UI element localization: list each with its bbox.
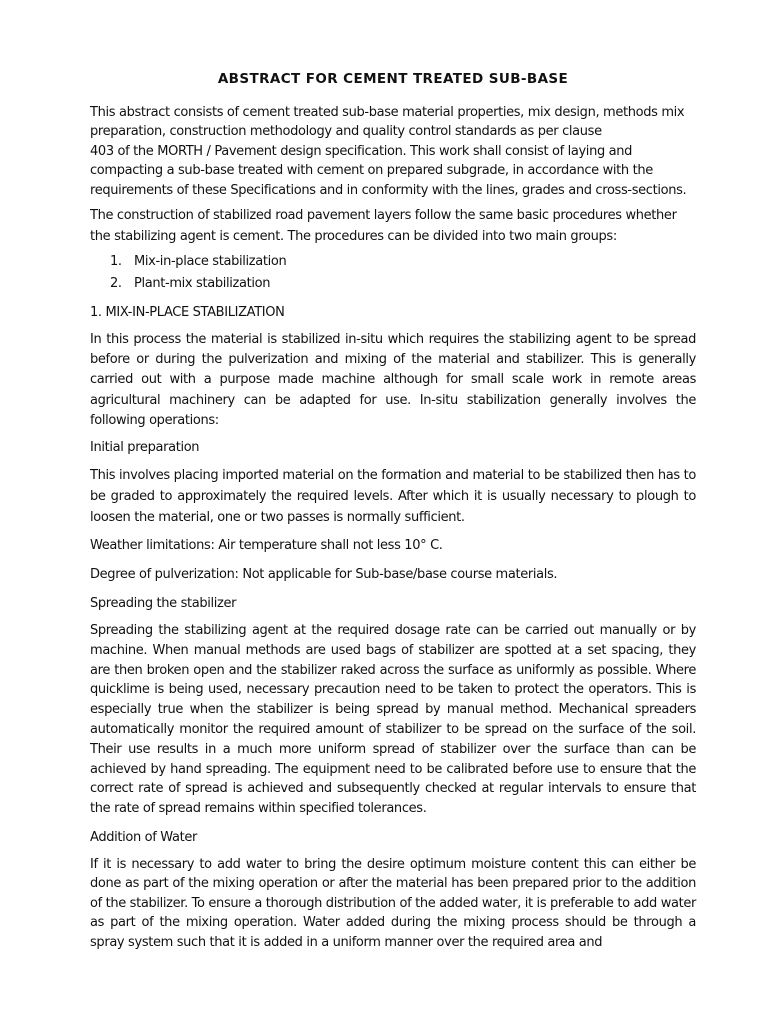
degree-of-pulverization: Degree of pulverization: Not applicable for Sub-base/base course materials. — [90, 567, 558, 582]
process-paragraph: In this process the material is stabilized in-situ which requires the stabilizing agent to be spread before or during the pulverization and mixing of the material and stabilizer. This is generally carried out with a purpose made machine although for small scale work in remote areas agricultural machinery can be adapted for use. In-situ stabilization generally involves the following operations: — [90, 332, 696, 428]
heading-initial-preparation: Initial preparation — [90, 440, 200, 455]
document-title: ABSTRACT FOR CEMENT TREATED SUB-BASE — [217, 71, 569, 87]
section-heading-mix-in-place: 1. MIX-IN-PLACE STABILIZATION — [90, 305, 285, 320]
construction-line: The construction of stabilized road pavement layers follow the same basic procedures whether — [90, 208, 677, 223]
list-item-label: Plant-mix stabilization — [134, 275, 271, 291]
spreading-paragraph: Spreading the stabilizing agent at the required dosage rate can be carried out manually or by machine. When manual methods are used bags of stabilizer are spotted at a set spacing, they are then broken open and the stabilizer raked across the surface as uniformly as possible. Where quicklime is being used, necessary precaution need to be taken to protect the operators. This is especially true when the stabilizer is being spread by manual method. Mechanical spreaders automatically monitor the required amount of stabilizer to be spread on the surface of the soil. Their use results in a much more uniform spread of stabilizer over the surface than can be achieved by hand spreading. The equipment need to be calibrated before use to ensure that the correct rate of spread is achieved and subsequently checked at regular intervals to ensure that the rate of spread remains within specified tolerances. — [90, 623, 696, 817]
construction-paragraph — [90, 205, 696, 247]
list-item-number: 2. — [110, 275, 122, 291]
intro-paragraph — [90, 103, 696, 200]
intro-line: 403 of the MORTH / Pavement design specification. This work shall consist of laying and — [90, 143, 633, 159]
heading-addition-of-water: Addition of Water — [90, 830, 197, 845]
list-item-number: 1. — [110, 254, 122, 269]
stabilization-groups-list — [110, 251, 286, 294]
water-paragraph: If it is necessary to add water to bring the desire optimum moisture content this can either be done as part of the mixing operation or after the material has been prepared prior to the addition of the stabilizer. To ensure a thorough distribution of the added water, it is preferable to add water as part of the mixing operation. Water added during the mixing process should be through a spray system such that it is added in a uniform manner over the required area and — [90, 857, 696, 950]
heading-spreading: Spreading the stabilizer — [90, 596, 237, 611]
intro-line: compacting a sub-base treated with cement on prepared subgrade, in accordance with the — [90, 163, 653, 179]
intro-line: preparation, construction methodology and quality control standards as per clause — [90, 124, 602, 140]
list-item-label: Mix-in-place stabilization — [134, 254, 287, 269]
list-item — [110, 273, 286, 295]
intro-line: This abstract consists of cement treated sub-base material properties, mix design, methods mix — [90, 105, 685, 120]
intro-line: requirements of these Specifications and in conformity with the lines, grades and cross-sections. — [90, 182, 687, 198]
initial-preparation-paragraph: This involves placing imported material on the formation and material to be stabilized then has to be graded to approximately the required levels. After which it is usually necessary to plough to loosen the material, one or two passes is normally sufficient. — [90, 468, 696, 525]
construction-line: the stabilizing agent is cement. The procedures can be divided into two main groups: — [90, 229, 617, 244]
list-item — [110, 251, 286, 273]
weather-limitations: Weather limitations: Air temperature shall not less 10° C. — [90, 538, 443, 553]
